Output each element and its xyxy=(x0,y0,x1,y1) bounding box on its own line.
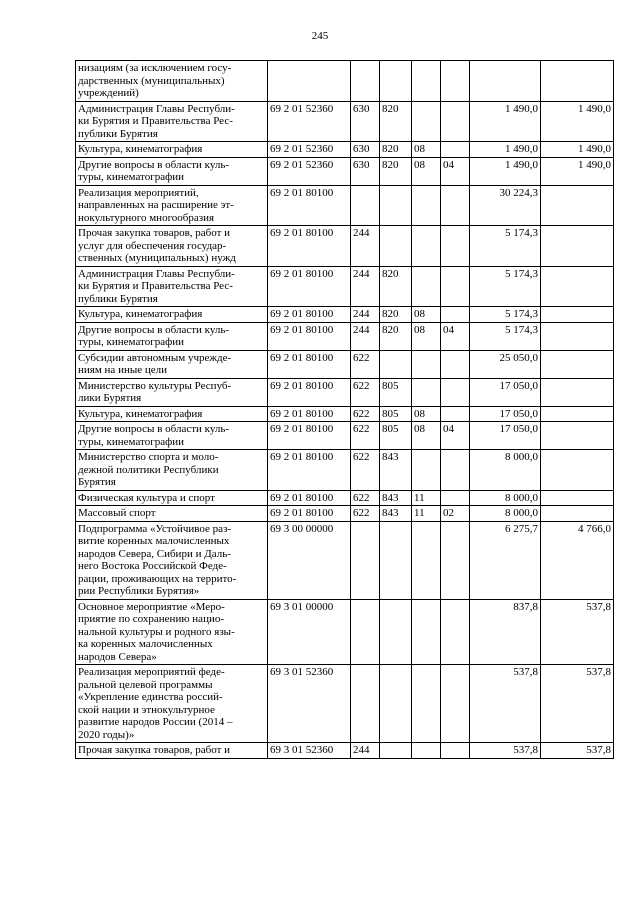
item-name-line: Субсидии автономным учрежде- xyxy=(78,351,232,364)
item-name-cell xyxy=(76,490,268,506)
department-cell xyxy=(380,185,412,226)
item-name-line: Реализация мероприятий, xyxy=(78,186,199,199)
table-row xyxy=(76,157,614,185)
department-cell xyxy=(380,350,412,378)
item-name-line: витие коренных малочисленных xyxy=(78,535,230,547)
item-name-line: Другие вопросы в области куль- xyxy=(78,323,230,336)
federal-amount-cell xyxy=(541,185,614,226)
item-name-line: дарственных (муниципальных) xyxy=(78,74,225,87)
section-cell: 08 xyxy=(412,157,441,185)
item-name-line: Прочая закупка товаров, работ и xyxy=(78,227,231,239)
item-name-line: Массовый спорт xyxy=(78,507,156,519)
item-name-line: туры, кинематографии xyxy=(78,336,184,348)
subsection-cell: 04 xyxy=(441,157,470,185)
table-row xyxy=(76,743,614,759)
amount-cell: 17 050,0 xyxy=(470,378,541,406)
subsection-cell xyxy=(441,101,470,142)
section-cell: 08 xyxy=(412,142,441,158)
expense-type-cell: 244 xyxy=(351,266,380,307)
item-name-line: Культура, кинематография xyxy=(78,143,203,155)
item-name-line: низациям (за исключением госу- xyxy=(78,62,232,74)
item-name-line: ской нации и этнокультурное xyxy=(78,703,215,716)
amount-cell: 8 000,0 xyxy=(470,450,541,491)
department-cell: 843 xyxy=(380,450,412,491)
table-row xyxy=(76,322,614,350)
federal-amount-cell xyxy=(541,506,614,522)
expense-type-cell: 244 xyxy=(351,322,380,350)
subsection-cell xyxy=(441,521,470,599)
department-cell xyxy=(380,665,412,743)
item-name-line: Администрация Главы Республи- xyxy=(78,267,235,280)
item-name-line: Культура, кинематография xyxy=(78,407,203,420)
subsection-cell: 04 xyxy=(441,322,470,350)
federal-amount-cell: 1 490,0 xyxy=(541,142,614,158)
federal-amount-cell: 537,8 xyxy=(541,599,614,665)
table-row xyxy=(76,506,614,522)
section-cell xyxy=(412,226,441,267)
section-cell xyxy=(412,521,441,599)
item-name-cell xyxy=(76,599,268,665)
subsection-cell: 02 xyxy=(441,506,470,522)
amount-cell: 1 490,0 xyxy=(470,101,541,142)
item-name-cell xyxy=(76,226,268,267)
item-name-line: Культура, кинематография xyxy=(78,308,203,320)
subsection-cell xyxy=(441,307,470,323)
section-cell: 11 xyxy=(412,490,441,506)
section-cell xyxy=(412,101,441,142)
target-article-cell: 69 2 01 80100 xyxy=(268,490,351,506)
department-cell: 820 xyxy=(380,101,412,142)
table-row xyxy=(76,422,614,450)
target-article-cell: 69 3 01 52360 xyxy=(268,665,351,743)
subsection-cell xyxy=(441,743,470,759)
department-cell xyxy=(380,599,412,665)
department-cell: 843 xyxy=(380,506,412,522)
amount-cell: 6 275,7 xyxy=(470,521,541,599)
federal-amount-cell xyxy=(541,226,614,267)
amount-cell: 17 050,0 xyxy=(470,406,541,422)
department-cell xyxy=(380,226,412,267)
section-cell xyxy=(412,61,441,102)
section-cell: 08 xyxy=(412,422,441,450)
section-cell xyxy=(412,599,441,665)
item-name-line: Другие вопросы в области куль- xyxy=(78,423,230,435)
table-row xyxy=(76,599,614,665)
federal-amount-cell: 537,8 xyxy=(541,743,614,759)
item-name-line: народов Севера, Сибири и Даль- xyxy=(78,547,231,560)
expense-type-cell: 630 xyxy=(351,101,380,142)
expense-type-cell xyxy=(351,61,380,102)
expense-type-cell: 622 xyxy=(351,422,380,450)
federal-amount-cell xyxy=(541,266,614,307)
section-cell xyxy=(412,185,441,226)
item-name-cell xyxy=(76,142,268,158)
item-name-line: приятие по сохранению нацио- xyxy=(78,613,225,625)
budget-table-body xyxy=(76,61,614,759)
section-cell xyxy=(412,350,441,378)
item-name-line: народов Севера» xyxy=(78,650,157,663)
section-cell xyxy=(412,378,441,406)
expense-type-cell: 622 xyxy=(351,406,380,422)
expense-type-cell xyxy=(351,599,380,665)
item-name-cell xyxy=(76,406,268,422)
item-name-line: направленных на расширение эт- xyxy=(78,199,234,211)
item-name-line: ственных (муниципальных) нужд xyxy=(78,252,236,264)
expense-type-cell: 622 xyxy=(351,506,380,522)
item-name-line: него Востока Российской Феде- xyxy=(78,560,227,572)
table-row xyxy=(76,142,614,158)
amount-cell: 5 174,3 xyxy=(470,307,541,323)
table-row xyxy=(76,490,614,506)
target-article-cell: 69 3 01 00000 xyxy=(268,599,351,665)
target-article-cell: 69 2 01 80100 xyxy=(268,226,351,267)
item-name-cell xyxy=(76,665,268,743)
expense-type-cell: 622 xyxy=(351,490,380,506)
item-name-line: лики Бурятия xyxy=(78,392,142,404)
amount-cell: 837,8 xyxy=(470,599,541,665)
federal-amount-cell xyxy=(541,61,614,102)
department-cell: 843 xyxy=(380,490,412,506)
amount-cell: 537,8 xyxy=(470,665,541,743)
budget-table xyxy=(75,60,614,759)
item-name-cell xyxy=(76,350,268,378)
table-row xyxy=(76,101,614,142)
federal-amount-cell: 1 490,0 xyxy=(541,101,614,142)
item-name-line: Реализация мероприятий феде- xyxy=(78,666,225,678)
subsection-cell xyxy=(441,185,470,226)
federal-amount-cell: 537,8 xyxy=(541,665,614,743)
department-cell xyxy=(380,743,412,759)
target-article-cell: 69 2 01 80100 xyxy=(268,422,351,450)
target-article-cell: 69 2 01 52360 xyxy=(268,142,351,158)
target-article-cell: 69 2 01 52360 xyxy=(268,157,351,185)
subsection-cell: 04 xyxy=(441,422,470,450)
item-name-line: ральной целевой программы xyxy=(78,678,213,691)
item-name-line: Министерство спорта и моло- xyxy=(78,451,219,463)
item-name-line: Администрация Главы Республи- xyxy=(78,102,235,115)
department-cell: 805 xyxy=(380,406,412,422)
item-name-line: развитие народов России (2014 – xyxy=(78,716,233,728)
item-name-line: ка коренных малочисленных xyxy=(78,638,213,650)
amount-cell: 5 174,3 xyxy=(470,226,541,267)
department-cell: 820 xyxy=(380,142,412,158)
item-name-line: рации, проживающих на террито- xyxy=(78,572,237,585)
federal-amount-cell xyxy=(541,450,614,491)
item-name-cell xyxy=(76,743,268,759)
amount-cell: 1 490,0 xyxy=(470,142,541,158)
expense-type-cell: 244 xyxy=(351,307,380,323)
table-row xyxy=(76,406,614,422)
subsection-cell xyxy=(441,665,470,743)
department-cell: 820 xyxy=(380,157,412,185)
item-name-line: дежной политики Республики xyxy=(78,463,219,476)
item-name-line: Министерство культуры Респуб- xyxy=(78,379,232,392)
item-name-cell xyxy=(76,61,268,102)
target-article-cell: 69 2 01 52360 xyxy=(268,101,351,142)
amount-cell: 5 174,3 xyxy=(470,266,541,307)
target-article-cell: 69 3 01 52360 xyxy=(268,743,351,759)
item-name-line: Физическая культура и спорт xyxy=(78,491,215,504)
expense-type-cell xyxy=(351,665,380,743)
item-name-line: рии Республики Бурятия» xyxy=(78,585,200,597)
federal-amount-cell: 4 766,0 xyxy=(541,521,614,599)
item-name-cell xyxy=(76,521,268,599)
item-name-line: услуг для обеспечения государ- xyxy=(78,239,227,252)
federal-amount-cell xyxy=(541,490,614,506)
expense-type-cell: 630 xyxy=(351,142,380,158)
item-name-line: Прочая закупка товаров, работ и xyxy=(78,744,231,756)
expense-type-cell: 630 xyxy=(351,157,380,185)
item-name-line: Основное мероприятие «Меро- xyxy=(78,600,225,613)
item-name-line: туры, кинематографии xyxy=(78,435,184,448)
expense-type-cell xyxy=(351,185,380,226)
section-cell: 08 xyxy=(412,406,441,422)
subsection-cell xyxy=(441,61,470,102)
federal-amount-cell xyxy=(541,307,614,323)
amount-cell: 5 174,3 xyxy=(470,322,541,350)
item-name-line: публики Бурятия xyxy=(78,292,158,305)
table-row xyxy=(76,450,614,491)
target-article-cell: 69 2 01 80100 xyxy=(268,450,351,491)
amount-cell: 17 050,0 xyxy=(470,422,541,450)
target-article-cell: 69 2 01 80100 xyxy=(268,378,351,406)
department-cell: 820 xyxy=(380,307,412,323)
table-row xyxy=(76,61,614,102)
section-cell: 11 xyxy=(412,506,441,522)
section-cell: 08 xyxy=(412,307,441,323)
section-cell: 08 xyxy=(412,322,441,350)
item-name-line: Другие вопросы в области куль- xyxy=(78,158,230,171)
department-cell xyxy=(380,61,412,102)
federal-amount-cell xyxy=(541,422,614,450)
section-cell xyxy=(412,266,441,307)
item-name-line: ки Бурятия и Правительства Рес- xyxy=(78,280,233,292)
subsection-cell xyxy=(441,450,470,491)
section-cell xyxy=(412,450,441,491)
expense-type-cell xyxy=(351,521,380,599)
item-name-cell xyxy=(76,101,268,142)
item-name-cell xyxy=(76,322,268,350)
target-article-cell: 69 2 01 80100 xyxy=(268,185,351,226)
subsection-cell xyxy=(441,266,470,307)
amount-cell: 537,8 xyxy=(470,743,541,759)
item-name-cell xyxy=(76,506,268,522)
target-article-cell: 69 2 01 80100 xyxy=(268,266,351,307)
amount-cell: 8 000,0 xyxy=(470,490,541,506)
item-name-line: учреждений) xyxy=(78,87,139,99)
amount-cell: 25 050,0 xyxy=(470,350,541,378)
item-name-line: ниям на иные цели xyxy=(78,364,168,376)
target-article-cell: 69 2 01 80100 xyxy=(268,350,351,378)
subsection-cell xyxy=(441,378,470,406)
subsection-cell xyxy=(441,350,470,378)
expense-type-cell: 622 xyxy=(351,350,380,378)
item-name-cell xyxy=(76,422,268,450)
subsection-cell xyxy=(441,142,470,158)
amount-cell xyxy=(470,61,541,102)
federal-amount-cell xyxy=(541,350,614,378)
table-row xyxy=(76,378,614,406)
table-row xyxy=(76,307,614,323)
subsection-cell xyxy=(441,490,470,506)
department-cell: 805 xyxy=(380,422,412,450)
department-cell xyxy=(380,521,412,599)
item-name-line: туры, кинематографии xyxy=(78,171,184,183)
subsection-cell xyxy=(441,599,470,665)
section-cell xyxy=(412,743,441,759)
item-name-cell xyxy=(76,266,268,307)
department-cell: 805 xyxy=(380,378,412,406)
item-name-cell xyxy=(76,307,268,323)
page-number: 245 xyxy=(311,30,329,42)
table-row xyxy=(76,665,614,743)
target-article-cell: 69 3 00 00000 xyxy=(268,521,351,599)
item-name-line: публики Бурятия xyxy=(78,127,158,140)
item-name-cell xyxy=(76,185,268,226)
table-row xyxy=(76,350,614,378)
section-cell xyxy=(412,665,441,743)
item-name-cell xyxy=(76,378,268,406)
expense-type-cell: 622 xyxy=(351,378,380,406)
item-name-line: ки Бурятия и Правительства Рес- xyxy=(78,115,233,127)
item-name-line: Подпрограмма «Устойчивое раз- xyxy=(78,522,232,535)
subsection-cell xyxy=(441,226,470,267)
table-row xyxy=(76,521,614,599)
item-name-line: нокультурного многообразия xyxy=(78,211,215,224)
target-article-cell: 69 2 01 80100 xyxy=(268,322,351,350)
target-article-cell: 69 2 01 80100 xyxy=(268,506,351,522)
item-name-cell xyxy=(76,450,268,491)
subsection-cell xyxy=(441,406,470,422)
item-name-line: нальной культуры и родного язы- xyxy=(78,625,235,638)
department-cell: 820 xyxy=(380,322,412,350)
expense-type-cell: 622 xyxy=(351,450,380,491)
amount-cell: 8 000,0 xyxy=(470,506,541,522)
table-row xyxy=(76,226,614,267)
department-cell: 820 xyxy=(380,266,412,307)
amount-cell: 30 224,3 xyxy=(470,185,541,226)
amount-cell: 1 490,0 xyxy=(470,157,541,185)
table-row xyxy=(76,266,614,307)
federal-amount-cell: 1 490,0 xyxy=(541,157,614,185)
target-article-cell xyxy=(268,61,351,102)
target-article-cell: 69 2 01 80100 xyxy=(268,307,351,323)
item-name-cell xyxy=(76,157,268,185)
expense-type-cell: 244 xyxy=(351,743,380,759)
item-name-line: «Укрепление единства россий- xyxy=(78,691,223,703)
item-name-line: 2020 годы)» xyxy=(78,728,135,741)
federal-amount-cell xyxy=(541,378,614,406)
target-article-cell: 69 2 01 80100 xyxy=(268,406,351,422)
federal-amount-cell xyxy=(541,322,614,350)
table-row xyxy=(76,185,614,226)
item-name-line: Бурятия xyxy=(78,476,116,488)
federal-amount-cell xyxy=(541,406,614,422)
expense-type-cell: 244 xyxy=(351,226,380,267)
